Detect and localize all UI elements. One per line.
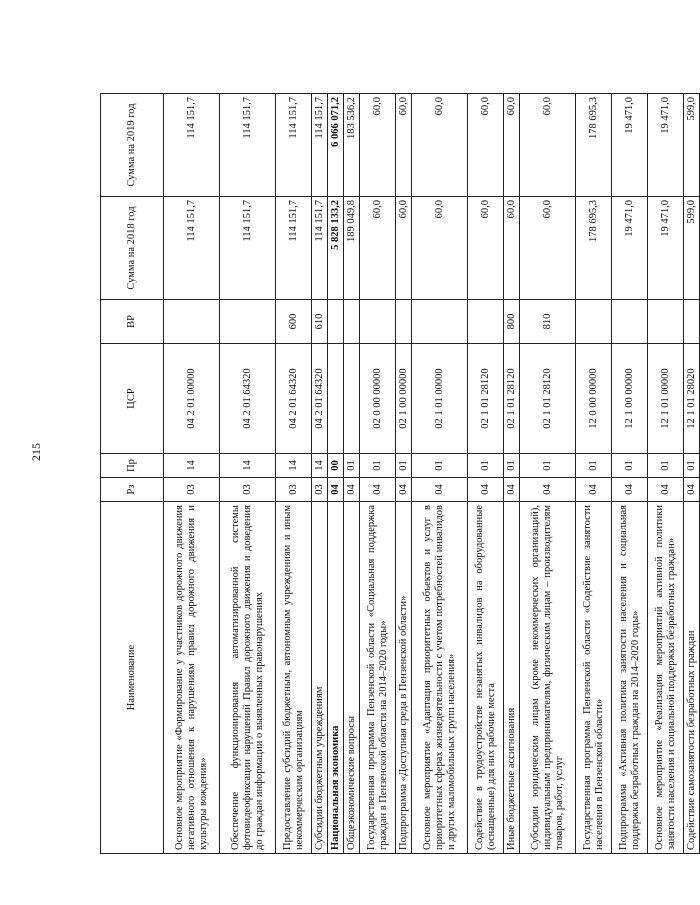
table-row bbox=[276, 94, 312, 854]
row-sum-2018: 60,0 bbox=[360, 197, 396, 300]
header-row bbox=[101, 94, 164, 854]
table-row bbox=[520, 94, 576, 854]
row-csr: 04 2 01 64320 bbox=[276, 344, 312, 454]
row-name: Содействие в трудоустройстве незанятых инвалидов на оборудованные (оснащенные) для них рабочие места bbox=[468, 502, 504, 854]
header-sum-2018: Сумма на 2018 год bbox=[101, 197, 164, 300]
table-row bbox=[328, 94, 344, 854]
row-sum-2019: 60,0 bbox=[396, 94, 412, 197]
row-vr: 600 bbox=[276, 300, 312, 344]
row-vr: 610 bbox=[312, 300, 328, 344]
row-rz: 04 bbox=[468, 478, 504, 502]
row-name: Общеэкономические вопросы bbox=[344, 502, 360, 854]
row-csr: 04 2 01 00000 bbox=[164, 344, 220, 454]
row-sum-2019: 60,0 bbox=[412, 94, 468, 197]
row-sum-2019: 60,0 bbox=[504, 94, 520, 197]
row-sum-2019: 114 151,7 bbox=[220, 94, 276, 197]
table-row bbox=[220, 94, 276, 854]
row-pr: 14 bbox=[220, 454, 276, 478]
row-sum-2018: 114 151,7 bbox=[220, 197, 276, 300]
table-row bbox=[360, 94, 396, 854]
row-sum-2019: 60,0 bbox=[468, 94, 504, 197]
header-csr: ЦСР bbox=[101, 344, 164, 454]
page-number: 215 bbox=[29, 443, 43, 461]
row-sum-2018: 60,0 bbox=[504, 197, 520, 300]
row-vr bbox=[612, 300, 648, 344]
row-rz: 04 bbox=[648, 478, 684, 502]
row-rz: 03 bbox=[312, 478, 328, 502]
row-csr: 02 1 01 28120 bbox=[504, 344, 520, 454]
row-sum-2019: 114 151,7 bbox=[164, 94, 220, 197]
row-sum-2018: 599,0 bbox=[684, 197, 700, 300]
row-rz: 04 bbox=[360, 478, 396, 502]
row-rz: 04 bbox=[612, 478, 648, 502]
row-csr: 02 1 01 00000 bbox=[412, 344, 468, 454]
row-csr: 12 1 01 28020 bbox=[684, 344, 700, 454]
row-csr: 04 2 01 64320 bbox=[220, 344, 276, 454]
row-sum-2019: 114 151,7 bbox=[276, 94, 312, 197]
row-vr bbox=[412, 300, 468, 344]
row-pr: 14 bbox=[276, 454, 312, 478]
row-sum-2019: 114 151,7 bbox=[312, 94, 328, 197]
row-sum-2018: 19 471,0 bbox=[612, 197, 648, 300]
row-csr: 12 1 01 00000 bbox=[648, 344, 684, 454]
row-rz: 04 bbox=[576, 478, 612, 502]
row-rz: 04 bbox=[328, 478, 344, 502]
row-sum-2019: 183 536,2 bbox=[344, 94, 360, 197]
row-vr bbox=[328, 300, 344, 344]
row-sum-2019: 19 471,0 bbox=[612, 94, 648, 197]
row-sum-2018: 19 471,0 bbox=[648, 197, 684, 300]
row-csr bbox=[328, 344, 344, 454]
row-sum-2018: 60,0 bbox=[468, 197, 504, 300]
row-csr: 12 1 00 00000 bbox=[612, 344, 648, 454]
row-csr: 02 1 01 28120 bbox=[520, 344, 576, 454]
row-pr: 01 bbox=[360, 454, 396, 478]
row-vr: 810 bbox=[520, 300, 576, 344]
header-rz: Рз bbox=[101, 478, 164, 502]
row-rz: 03 bbox=[276, 478, 312, 502]
row-pr: 01 bbox=[468, 454, 504, 478]
row-name: Содействие самозанятости безработных граждан bbox=[684, 502, 700, 854]
row-rz: 04 bbox=[412, 478, 468, 502]
table-row bbox=[612, 94, 648, 854]
row-pr: 01 bbox=[520, 454, 576, 478]
row-sum-2018: 60,0 bbox=[412, 197, 468, 300]
header-sum-2019: Сумма на 2019 год bbox=[101, 94, 164, 197]
row-rz: 03 bbox=[220, 478, 276, 502]
row-name: Основное мероприятие «Адаптация приоритетных объектов и услуг в приоритетных сферах жизнедеятельности с учетом потребностей инвалидов и других маломобильных групп населения» bbox=[412, 502, 468, 854]
row-csr bbox=[344, 344, 360, 454]
row-rz: 04 bbox=[396, 478, 412, 502]
row-name: Субсидии бюджетным учреждениям bbox=[312, 502, 328, 854]
row-csr: 02 0 00 00000 bbox=[360, 344, 396, 454]
table-row bbox=[468, 94, 504, 854]
row-vr bbox=[576, 300, 612, 344]
row-sum-2018: 60,0 bbox=[520, 197, 576, 300]
header-pr: Пр bbox=[101, 454, 164, 478]
rotated-table-container bbox=[100, 94, 697, 854]
row-rz: 03 bbox=[164, 478, 220, 502]
row-sum-2018: 114 151,7 bbox=[276, 197, 312, 300]
row-name: Иные бюджетные ассигнования bbox=[504, 502, 520, 854]
row-sum-2018: 114 151,7 bbox=[312, 197, 328, 300]
row-sum-2019: 60,0 bbox=[360, 94, 396, 197]
table-row bbox=[312, 94, 328, 854]
row-sum-2019: 19 471,0 bbox=[648, 94, 684, 197]
row-name: Государственная программа Пензенской области «Содействие занятости населения в Пензенской области» bbox=[576, 502, 612, 854]
row-pr: 01 bbox=[412, 454, 468, 478]
table-row bbox=[576, 94, 612, 854]
row-sum-2018: 114 151,7 bbox=[164, 197, 220, 300]
row-vr: 800 bbox=[504, 300, 520, 344]
row-csr: 12 0 00 00000 bbox=[576, 344, 612, 454]
header-name: Наименование bbox=[101, 502, 164, 854]
row-name: Национальная экономика bbox=[328, 502, 344, 854]
row-name: Предоставление субсидий бюджетным, автономным учреждениям и иным некоммерческим организациям bbox=[276, 502, 312, 854]
row-vr bbox=[220, 300, 276, 344]
row-sum-2019: 178 695,3 bbox=[576, 94, 612, 197]
table-row bbox=[648, 94, 684, 854]
row-pr: 01 bbox=[344, 454, 360, 478]
row-pr: 01 bbox=[648, 454, 684, 478]
row-sum-2019: 60,0 bbox=[520, 94, 576, 197]
row-rz: 04 bbox=[344, 478, 360, 502]
table-row bbox=[164, 94, 220, 854]
row-pr: 14 bbox=[164, 454, 220, 478]
header-vr: ВР bbox=[101, 300, 164, 344]
table-row bbox=[412, 94, 468, 854]
row-name: Обеспечение функционирования автоматизированной системы фотовидеофиксации нарушений Правил дорожного движения и доведения до граждан информации о выявленных правонарушениях bbox=[220, 502, 276, 854]
row-pr: 01 bbox=[576, 454, 612, 478]
row-sum-2018: 60,0 bbox=[396, 197, 412, 300]
table-row bbox=[396, 94, 412, 854]
row-vr bbox=[648, 300, 684, 344]
row-sum-2018: 189 049,8 bbox=[344, 197, 360, 300]
table-row bbox=[504, 94, 520, 854]
row-pr: 01 bbox=[504, 454, 520, 478]
row-sum-2018: 5 828 133,2 bbox=[328, 197, 344, 300]
row-sum-2018: 178 695,3 bbox=[576, 197, 612, 300]
table-row bbox=[684, 94, 700, 854]
row-rz: 04 bbox=[504, 478, 520, 502]
row-rz: 04 bbox=[520, 478, 576, 502]
row-vr bbox=[344, 300, 360, 344]
row-name: Основное мероприятие «Формирование у участников дорожного движения негативного отношения к нарушениям правил дорожного движения и культуры вождения» bbox=[164, 502, 220, 854]
row-csr: 04 2 01 64320 bbox=[312, 344, 328, 454]
row-name: Основное мероприятие «Реализация мероприятий активной политики занятости населения и социальной поддержки безработных граждан» bbox=[648, 502, 684, 854]
row-name: Субсидии юридическим лицам (кроме некоммерческих организаций), индивидуальным предпринимателям, физическим лицам – производителям товаров, работ, услуг bbox=[520, 502, 576, 854]
row-csr: 02 1 01 28120 bbox=[468, 344, 504, 454]
row-vr bbox=[360, 300, 396, 344]
table-row bbox=[344, 94, 360, 854]
row-pr: 01 bbox=[684, 454, 700, 478]
row-sum-2019: 6 066 071,2 bbox=[328, 94, 344, 197]
row-pr: 01 bbox=[612, 454, 648, 478]
row-vr bbox=[396, 300, 412, 344]
row-pr: 14 bbox=[312, 454, 328, 478]
row-name: Подпрограмма «Доступная среда в Пензенской области» bbox=[396, 502, 412, 854]
row-vr bbox=[684, 300, 700, 344]
row-name: Подпрограмма «Активная политика занятости населения и социальная поддержка безработных граждан на 2014–2020 годы» bbox=[612, 502, 648, 854]
row-pr: 01 bbox=[396, 454, 412, 478]
budget-table bbox=[100, 93, 700, 854]
row-csr: 02 1 00 00000 bbox=[396, 344, 412, 454]
row-vr bbox=[164, 300, 220, 344]
row-rz: 04 bbox=[684, 478, 700, 502]
row-vr bbox=[468, 300, 504, 344]
row-sum-2019: 599,0 bbox=[684, 94, 700, 197]
row-name: Государственная программа Пензенской области «Социальная поддержка граждан в Пензенской области на 2014–2020 годы» bbox=[360, 502, 396, 854]
row-pr: 00 bbox=[328, 454, 344, 478]
